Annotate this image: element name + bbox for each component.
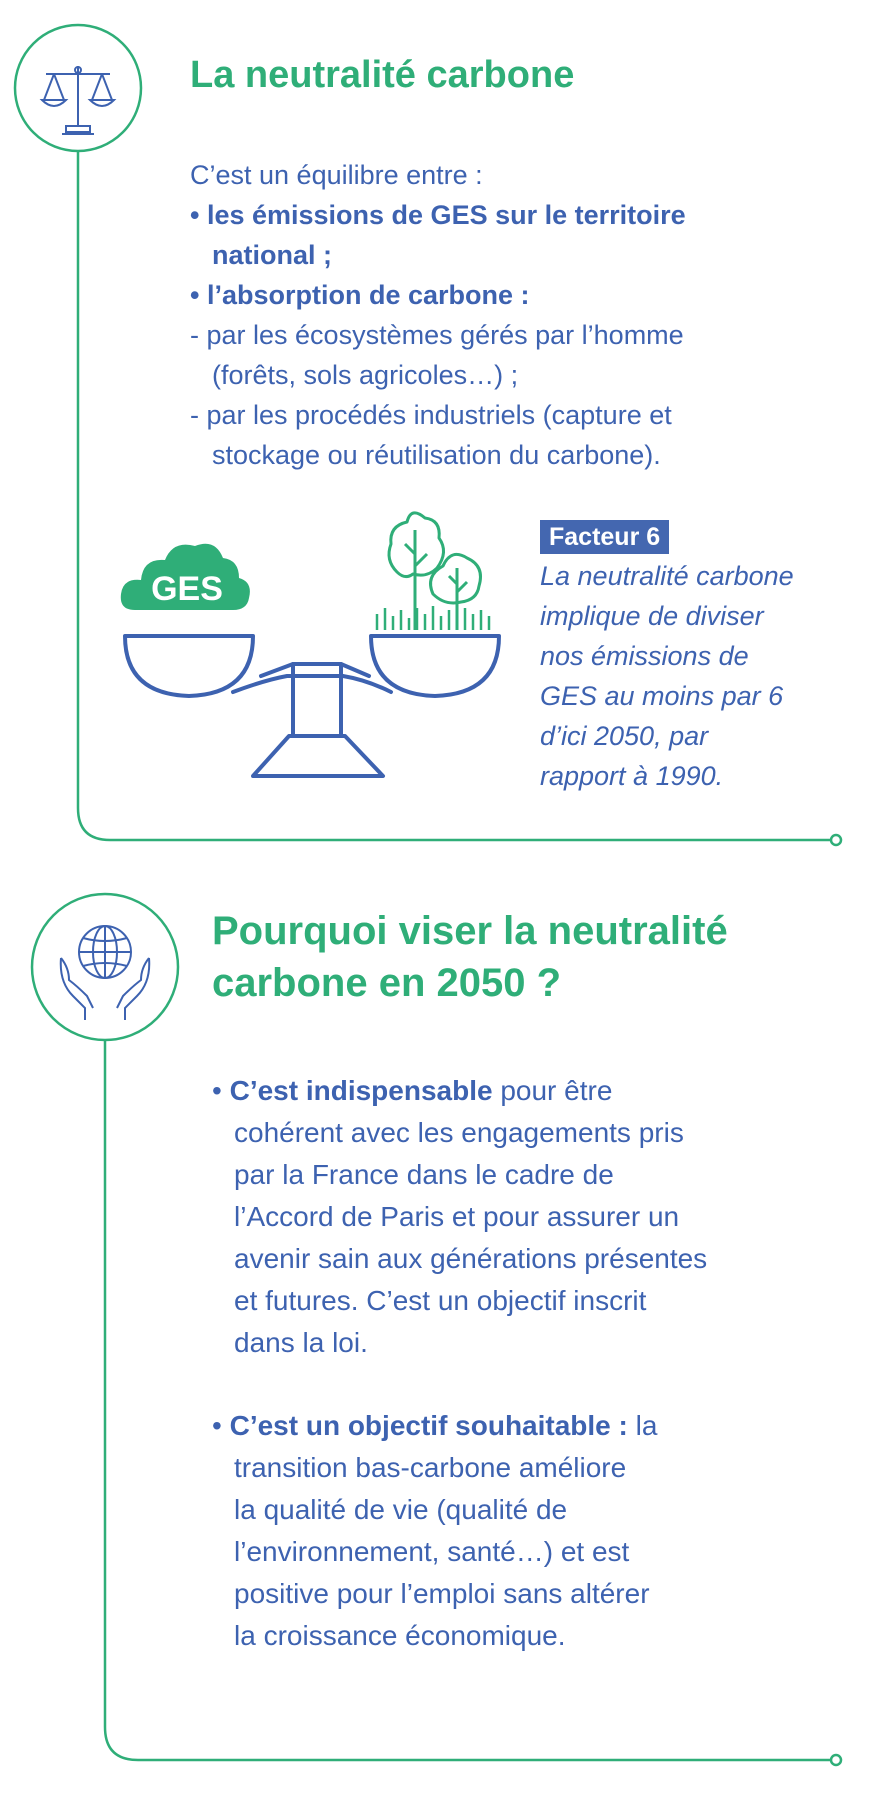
bullet1-line: et futures. C’est un objectif inscrit [234, 1285, 647, 1316]
bullet-carbon-absorption: • l’absorption de carbone : [190, 280, 530, 310]
ges-cloud-scale-icon [115, 510, 505, 785]
factor-line: nos émissions de [540, 641, 749, 671]
ges-cloud-label: GES [151, 570, 223, 608]
bullet2-bold: C’est un objectif souhaitable : [229, 1410, 628, 1441]
bullet1-line: dans la loi. [234, 1327, 368, 1358]
bullet1-bold: C’est indispensable [229, 1075, 493, 1106]
balance-scale-icon [38, 60, 118, 140]
factor-label: Facteur 6 [540, 520, 669, 554]
dash-ecosystems-cont: (forêts, sols agricoles…) ; [212, 360, 519, 390]
bullet1-line: cohérent avec les engagements pris [234, 1117, 684, 1148]
section2-title-line2: carbone en 2050 ? [212, 961, 562, 1005]
bullet2-line: la croissance économique. [234, 1620, 566, 1651]
section1-body [190, 155, 870, 475]
bullet1-line: l’Accord de Paris et pour assurer un [234, 1201, 680, 1232]
factor-line: rapport à 1990. [540, 761, 724, 791]
dash-ecosystems: - par les écosystèmes gérés par l’homme [190, 320, 684, 350]
bullet2-line: transition bas-carbone améliore [234, 1452, 627, 1483]
factor-line: GES au moins par 6 [540, 681, 784, 711]
section1-title: La neutralité carbone [190, 54, 575, 96]
bullet2-rest: la [627, 1410, 658, 1441]
bullet-ges-emissions: • les émissions de GES sur le territoire [190, 200, 686, 230]
bullet1-line: avenir sain aux générations présentes [234, 1243, 708, 1274]
factor-line: La neutralité carbone [540, 561, 794, 591]
bullet1-line: par la France dans le cadre de [234, 1159, 614, 1190]
factor-box [540, 520, 870, 796]
bullet1-rest: pour être [492, 1075, 613, 1106]
bullet2-line: positive pour l’emploi sans altérer [234, 1578, 650, 1609]
bullet2-line: l’environnement, santé…) et est [234, 1536, 630, 1567]
section2-title-line1: Pourquoi viser la neutralité [212, 909, 728, 953]
section2-title [212, 905, 728, 1009]
globe-hands-icon [55, 912, 155, 1022]
bullet-ges-emissions-cont: national ; [212, 240, 332, 270]
section2-bullet2: • C’est un objectif souhaitable : la transition bas-carbone améliore la qualité de vie (qualité de l’environnement, santé…) et est positive pour l’emploi sans altérer la croissance économique. [212, 1405, 852, 1657]
bullet2-line: la qualité de vie (qualité de [234, 1494, 568, 1525]
dash-industrial-cont: stockage ou réutilisation du carbone). [212, 440, 661, 470]
factor-line: d’ici 2050, par [540, 721, 709, 751]
section2-bullet1: • C’est indispensable pour être cohérent avec les engagements pris par la France dans le cadre de l’Accord de Paris et pour assurer un avenir sain aux générations présentes et futures. C’est un objectif inscrit dans la loi. [212, 1070, 852, 1364]
intro-text: C’est un équilibre entre : [190, 160, 483, 190]
factor-line: implique de diviser [540, 601, 764, 631]
dash-industrial: - par les procédés industriels (capture et [190, 400, 672, 430]
